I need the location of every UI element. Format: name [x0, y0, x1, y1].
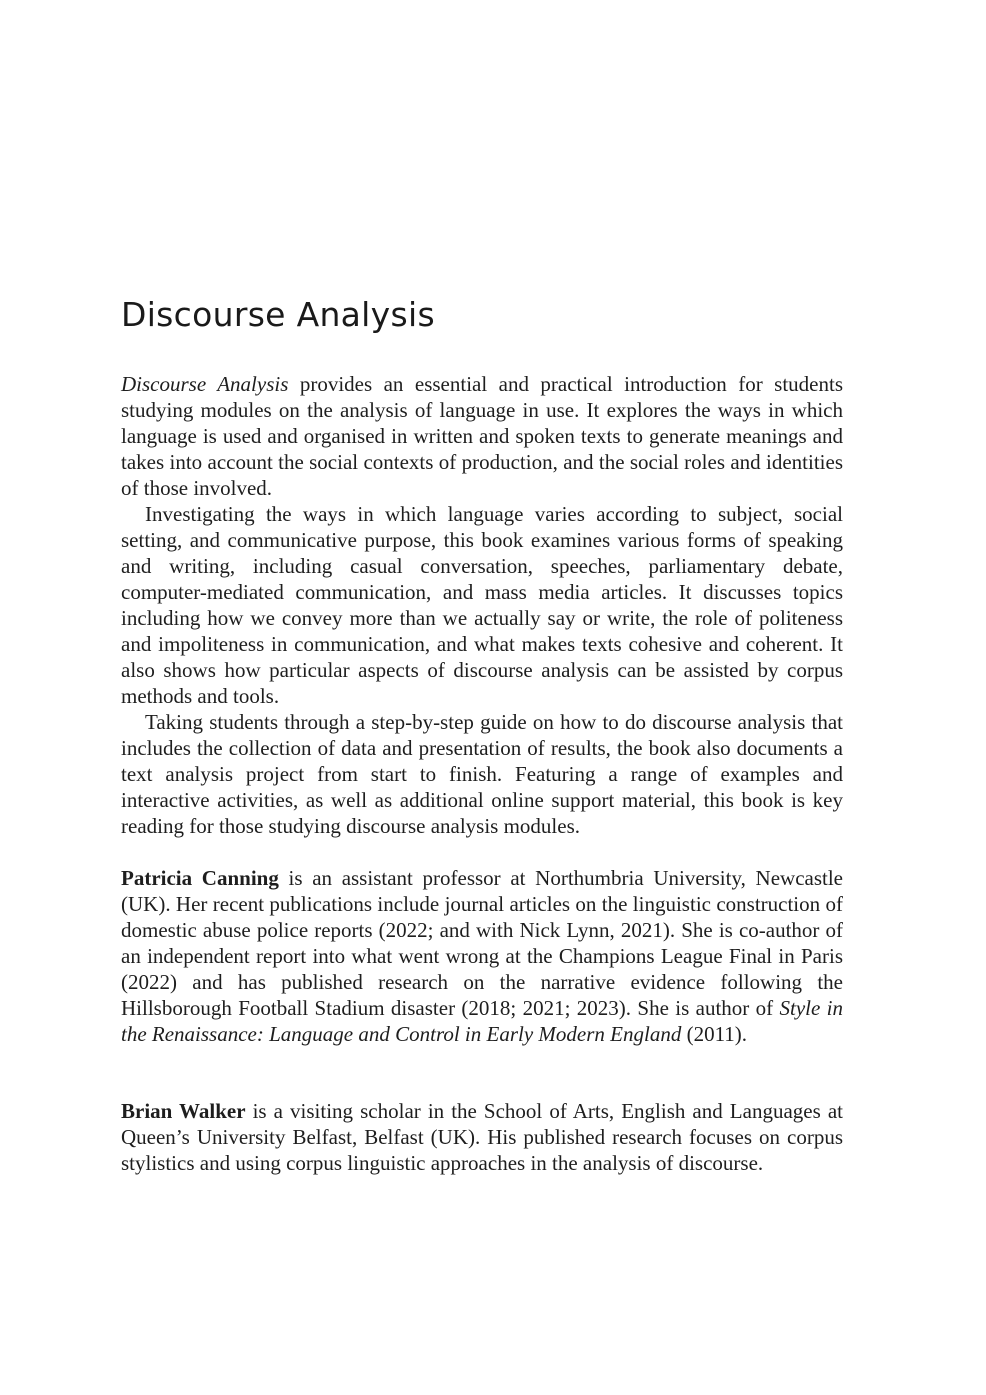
author-bio-paragraph: [121, 865, 843, 1047]
author-bio-canning: [121, 865, 843, 1047]
page-title: Discourse Analysis: [121, 295, 435, 334]
book-title-italic: Discourse Analysis: [121, 372, 289, 396]
author-bio-text: is a visiting scholar in the School of Arts, English and Languages at Queen’s University Belfast, Belfast (UK). His published research focuses on corpus stylistics and using corpus linguistic approaches in the analysis of discourse.: [121, 1099, 843, 1175]
author-bio-walker: [121, 1098, 843, 1176]
book-title-italic: Style in the Renaissance: Language and Control in Early Modern England: [121, 996, 843, 1046]
description-paragraph-1: [121, 371, 843, 501]
author-bio-paragraph: [121, 1098, 843, 1176]
author-name: Patricia Canning: [121, 866, 279, 890]
author-bio-text-end: (2011).: [681, 1022, 748, 1046]
description-text: provides an essential and practical introduction for students studying modules on the analysis of language in use. It explores the ways in which language is used and organised in written and spoken texts to generate meanings and takes into account the social contexts of production, and the social roles and identities of those involved.: [121, 372, 843, 500]
book-description: [121, 371, 843, 839]
description-paragraph-3: Taking students through a step-by-step guide on how to do discourse analysis that includes the collection of data and presentation of results, the book also documents a text analysis project from start to finish. Featuring a range of examples and interactive activities, as well as additional online support material, this book is key reading for those studying discourse analysis modules.: [121, 710, 843, 838]
author-name: Brian Walker: [121, 1099, 246, 1123]
description-paragraph-2: Investigating the ways in which language varies according to subject, social setting, and communicative purpose, this book examines various forms of speaking and writing, including casual conversation, speeches, parliamentary debate, computer-mediated communication, and mass media articles. It discusses topics including how we convey more than we actually say or write, the role of politeness and impoliteness in communication, and what makes texts cohesive and coherent. It also shows how particular aspects of discourse analysis can be assisted by corpus methods and tools.: [121, 502, 843, 708]
author-bio-text: is an assistant professor at Northumbria University, Newcastle (UK). Her recent publications include journal articles on the linguistic construction of domestic abuse police reports (2022; and with Nick Lynn, 2021). She is co-author of an independent report into what went wrong at the Champions League Final in Paris (2022) and has published research on the narrative evidence following the Hillsborough Football Stadium disaster (2018; 2021; 2023). She is author of: [121, 866, 843, 1020]
